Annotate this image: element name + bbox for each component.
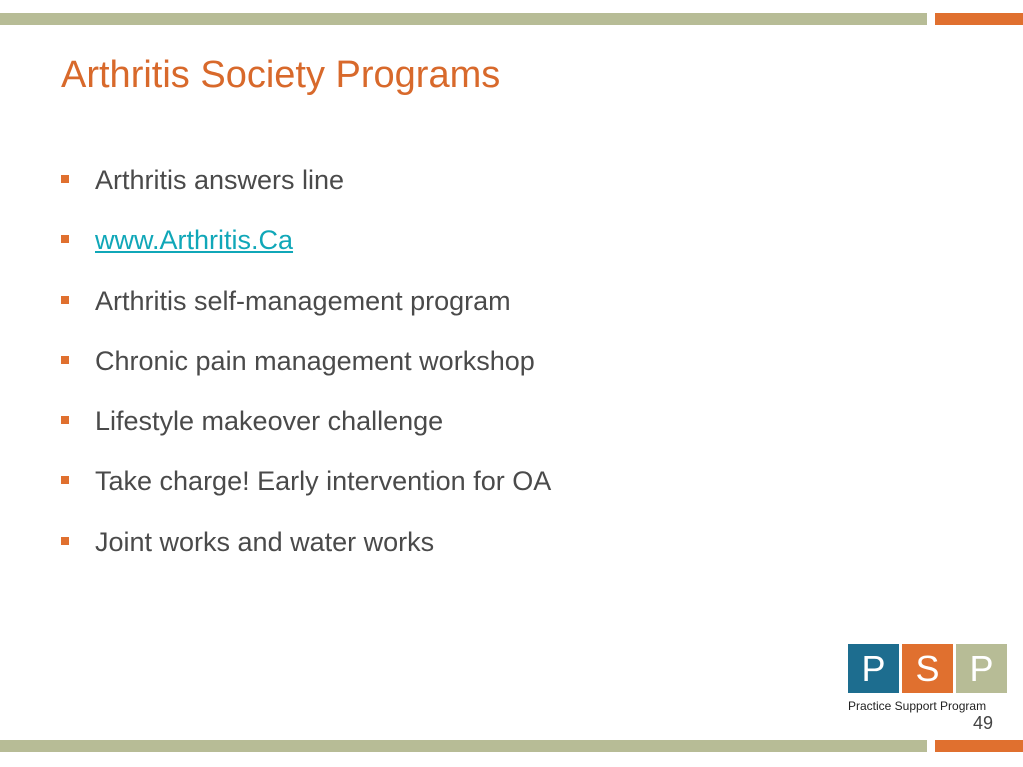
list-item: [61, 220, 551, 280]
slide-title: Arthritis Society Programs: [61, 54, 501, 96]
arthritis-website-link[interactable]: www.Arthritis.Ca: [95, 225, 294, 256]
list-item: [61, 401, 551, 461]
logo-letter-p-green: P: [956, 644, 1007, 693]
bottom-green-bar: [0, 740, 927, 752]
top-green-bar: [0, 13, 927, 25]
bullet-list: [61, 160, 551, 582]
list-item: [61, 461, 551, 521]
list-item-text: Lifestyle makeover challenge: [95, 406, 444, 437]
bottom-orange-bar: [935, 740, 1023, 752]
logo-letter-p-blue: P: [848, 644, 899, 693]
top-orange-bar: [935, 13, 1023, 25]
list-item-text: Arthritis self-management program: [95, 285, 511, 316]
square-bullet-icon: [61, 235, 69, 243]
square-bullet-icon: [61, 296, 69, 304]
list-item: [61, 160, 551, 220]
square-bullet-icon: [61, 476, 69, 484]
list-item-text: Chronic pain management workshop: [95, 345, 535, 376]
logo-letter-s-orange: S: [902, 644, 953, 693]
list-item: [61, 281, 551, 341]
list-item-text: Joint works and water works: [95, 526, 435, 557]
square-bullet-icon: [61, 416, 69, 424]
psp-logo: [848, 644, 1011, 713]
square-bullet-icon: [61, 175, 69, 183]
logo-caption: Practice Support Program: [848, 699, 987, 713]
logo-boxes: [848, 644, 1011, 693]
page-number: 49: [972, 713, 993, 733]
list-item-text: Arthritis answers line: [95, 165, 345, 195]
list-item: [61, 522, 551, 582]
square-bullet-icon: [61, 537, 69, 545]
square-bullet-icon: [61, 356, 69, 364]
list-item-text: Take charge! Early intervention for OA: [95, 466, 552, 497]
list-item: [61, 341, 551, 401]
